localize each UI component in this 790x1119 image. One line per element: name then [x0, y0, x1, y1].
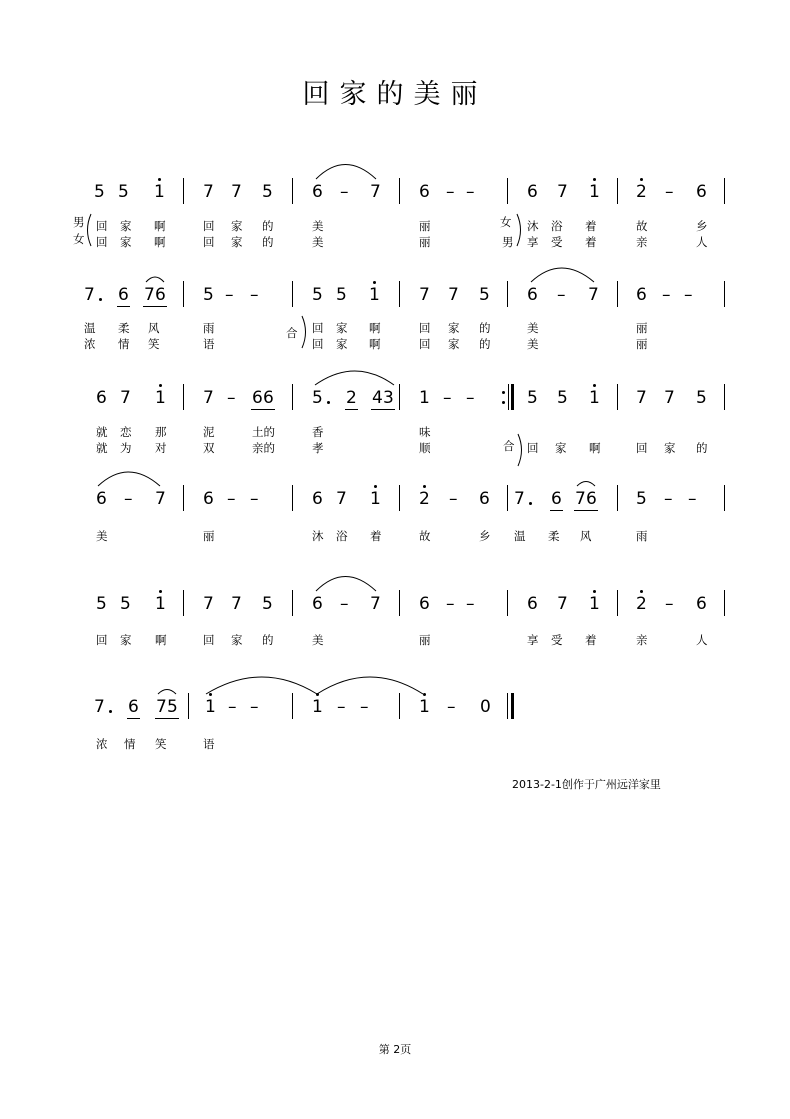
note: 7	[156, 697, 167, 717]
note: 6	[479, 489, 490, 509]
lyric: 丽	[419, 219, 431, 233]
voice-bracket	[302, 316, 306, 348]
lyric: 家	[231, 219, 243, 233]
note: 7	[155, 489, 166, 509]
note: 7	[636, 388, 647, 408]
note: 5	[312, 285, 323, 305]
lyric: 故	[419, 529, 431, 543]
note: 6	[636, 285, 647, 305]
note: 6	[419, 182, 430, 202]
lyric: 风	[580, 529, 592, 543]
note: 7	[514, 489, 525, 509]
lyric: 浓	[84, 337, 96, 351]
note: 1	[419, 697, 430, 717]
voice-bracket	[88, 214, 92, 246]
lyric: 美	[527, 337, 539, 351]
lyric: 温	[84, 321, 96, 335]
note: 6	[118, 285, 129, 305]
lyric: 情	[118, 337, 130, 351]
dash: –	[225, 285, 234, 305]
note: 7	[557, 182, 568, 202]
note: 5	[557, 388, 568, 408]
lyric: 笑	[155, 737, 167, 751]
dash: –	[228, 697, 237, 717]
note: 6	[203, 489, 214, 509]
lyric: 亲	[636, 633, 648, 647]
lyric: 沐	[527, 219, 539, 233]
lyric: 的	[262, 633, 274, 647]
dash: –	[447, 697, 456, 717]
lyric: 亲的	[252, 441, 275, 455]
dash: –	[684, 285, 693, 305]
dash: –	[449, 489, 458, 509]
lyric: 回	[203, 219, 215, 233]
note: 2	[636, 594, 647, 614]
lyric: 故	[636, 219, 648, 233]
lyric: 家	[120, 633, 132, 647]
lyric: 家	[231, 633, 243, 647]
lyric: 回	[203, 633, 215, 647]
voice-bracket	[517, 214, 521, 246]
role-label: 男	[73, 215, 85, 229]
note: 5	[120, 594, 131, 614]
dash: –	[446, 182, 455, 202]
lyric: 柔	[118, 321, 130, 335]
note: 7	[448, 285, 459, 305]
lyric: 家	[336, 337, 348, 351]
note: 6	[419, 594, 430, 614]
note: 1	[154, 182, 165, 202]
dash: –	[665, 182, 674, 202]
dash: –	[688, 489, 697, 509]
note: 1	[589, 594, 600, 614]
note: 5	[479, 285, 490, 305]
dash: –	[466, 182, 475, 202]
dash: –	[340, 182, 349, 202]
lyric: 家	[448, 321, 460, 335]
lyric: 受	[551, 633, 563, 647]
note: 7	[231, 182, 242, 202]
note: 7	[231, 594, 242, 614]
note: 7	[203, 594, 214, 614]
lyric: 顺	[419, 441, 431, 455]
lyric: 享	[527, 235, 539, 249]
lyric: 语	[203, 737, 215, 751]
lyric: 的	[479, 337, 491, 351]
dash: –	[337, 697, 346, 717]
lyric: 的	[262, 219, 274, 233]
tie	[206, 677, 317, 694]
dash: –	[340, 594, 349, 614]
note: 6	[312, 489, 323, 509]
dash: –	[360, 697, 369, 717]
lyric: 家	[120, 219, 132, 233]
role-label: 女	[73, 232, 85, 246]
slur	[316, 577, 376, 592]
lyric: 啊	[369, 337, 381, 351]
lyric: 受	[551, 235, 563, 249]
note: 7	[575, 489, 586, 509]
note: 5	[636, 489, 647, 509]
dash: –	[664, 489, 673, 509]
note: 1	[312, 697, 323, 717]
dash: –	[227, 388, 236, 408]
note: 7	[144, 285, 155, 305]
role-label: 女	[500, 215, 512, 229]
note: 5	[312, 388, 323, 408]
dash: –	[443, 388, 452, 408]
tie	[317, 677, 423, 694]
lyric: 对	[155, 441, 167, 455]
lyric: 的	[479, 321, 491, 335]
lyric: 回	[419, 337, 431, 351]
note: 5	[336, 285, 347, 305]
note: 6	[155, 285, 166, 305]
lyric: 回	[96, 219, 108, 233]
lyric: 亲	[636, 235, 648, 249]
lyric: 着	[585, 219, 597, 233]
note: 1	[419, 388, 430, 408]
lyric: 着	[585, 633, 597, 647]
dash: –	[250, 489, 259, 509]
lyric: 享	[527, 633, 539, 647]
lyric: 就	[96, 425, 108, 439]
lyric: 雨	[203, 321, 215, 335]
lyric: 回	[96, 633, 108, 647]
lyric: 啊	[369, 321, 381, 335]
lyric: 丽	[636, 337, 648, 351]
note: 5	[96, 594, 107, 614]
lyric: 乡	[479, 529, 491, 543]
note: 6	[96, 388, 107, 408]
lyric: 美	[312, 235, 324, 249]
role-label: 男	[502, 235, 514, 249]
lyric: 啊	[589, 441, 601, 455]
lyric: 家	[336, 321, 348, 335]
lyric: 的	[696, 441, 708, 455]
note: 0	[480, 697, 491, 717]
role-label: 合	[286, 326, 298, 340]
slur	[146, 277, 164, 282]
lyric: 回	[527, 441, 539, 455]
lyric: 语	[203, 337, 215, 351]
note: 7	[419, 285, 430, 305]
footer-note: 2013-2-1创作于广州远洋家里	[512, 778, 661, 791]
slur	[316, 165, 376, 180]
note: 6	[312, 594, 323, 614]
note: 6	[128, 697, 139, 717]
lyric: 乡	[696, 219, 708, 233]
lyric: 土的	[252, 425, 275, 439]
note: 5	[696, 388, 707, 408]
lyric: 家	[120, 235, 132, 249]
note: 1	[370, 489, 381, 509]
lyric: 雨	[636, 529, 648, 543]
lyric: 风	[148, 321, 160, 335]
lyric: 回	[636, 441, 648, 455]
note: 7	[664, 388, 675, 408]
lyric: 人	[696, 235, 708, 249]
dash: –	[250, 285, 259, 305]
lyric: 美	[312, 219, 324, 233]
note: 5	[94, 182, 105, 202]
lyric: 味	[419, 425, 431, 439]
dash: –	[662, 285, 671, 305]
lyric: 的	[262, 235, 274, 249]
note: 5	[167, 697, 178, 717]
lyric: 着	[370, 529, 382, 543]
note: 2	[419, 489, 430, 509]
lyric: 孝	[312, 441, 324, 455]
lyric: 啊	[154, 219, 166, 233]
note: 6	[696, 182, 707, 202]
lyric: 柔	[548, 529, 560, 543]
note: 1	[155, 594, 166, 614]
note: 1	[155, 388, 166, 408]
slur	[158, 690, 176, 695]
slur	[98, 472, 160, 486]
lyric: 恋	[120, 425, 132, 439]
lyric: 家	[448, 337, 460, 351]
note: 6	[96, 489, 107, 509]
lyric: 美	[96, 529, 108, 543]
lyric: 浴	[336, 529, 348, 543]
note: 1	[369, 285, 380, 305]
lyric: 笑	[148, 337, 160, 351]
slur	[531, 268, 594, 282]
dash: –	[124, 489, 133, 509]
note: 2	[636, 182, 647, 202]
lyric: 泥	[203, 425, 215, 439]
lyric: 回	[312, 337, 324, 351]
dash: –	[446, 594, 455, 614]
dash: –	[557, 285, 566, 305]
lyric: 回	[312, 321, 324, 335]
lyric: 丽	[636, 321, 648, 335]
note: 7	[94, 697, 105, 717]
note: 7	[84, 285, 95, 305]
note: 6	[527, 594, 538, 614]
lyric: 啊	[155, 633, 167, 647]
note: 6	[527, 182, 538, 202]
note: 6	[696, 594, 707, 614]
page-title: 回家的美丽	[302, 79, 488, 110]
dash: –	[665, 594, 674, 614]
lyric: 回	[203, 235, 215, 249]
note: 7	[588, 285, 599, 305]
note: 7	[203, 182, 214, 202]
lyric: 沐	[312, 529, 324, 543]
dash: –	[250, 697, 259, 717]
note: 5	[262, 594, 273, 614]
lyric: 丽	[203, 529, 215, 543]
lyric: 就	[96, 441, 108, 455]
note: 7	[120, 388, 131, 408]
lyric: 双	[203, 441, 215, 455]
lyric: 丽	[419, 633, 431, 647]
lyric: 温	[514, 529, 526, 543]
note: 5	[262, 182, 273, 202]
role-label: 合	[503, 439, 515, 453]
voice-bracket	[518, 434, 522, 466]
slur	[577, 482, 595, 487]
lyric: 啊	[154, 235, 166, 249]
lyric: 浓	[96, 737, 108, 751]
dash: –	[227, 489, 236, 509]
lyric: 情	[124, 737, 136, 751]
dash: –	[466, 388, 475, 408]
note: 6	[312, 182, 323, 202]
note: 5	[527, 388, 538, 408]
lyric: 为	[120, 441, 132, 455]
lyric: 美	[527, 321, 539, 335]
note: 1	[205, 697, 216, 717]
lyric: 浴	[551, 219, 563, 233]
note: 1	[589, 388, 600, 408]
note: 7	[370, 182, 381, 202]
lyric: 着	[585, 235, 597, 249]
note: 6	[586, 489, 597, 509]
note: 3	[383, 388, 394, 408]
lyric: 那	[155, 425, 167, 439]
note: 6	[527, 285, 538, 305]
page-number: 第 2页	[378, 1043, 412, 1056]
note: 2	[346, 388, 357, 408]
lyric: 回	[419, 321, 431, 335]
note: 7	[370, 594, 381, 614]
lyric: 家	[555, 441, 567, 455]
note: 7	[336, 489, 347, 509]
note: 5	[203, 285, 214, 305]
note: 6	[551, 489, 562, 509]
note: 5	[118, 182, 129, 202]
note: 7	[557, 594, 568, 614]
slur	[315, 371, 394, 385]
note: 1	[589, 182, 600, 202]
note: 7	[203, 388, 214, 408]
lyric: 香	[312, 425, 324, 439]
lyric: 美	[312, 633, 324, 647]
lyric: 人	[696, 633, 708, 647]
note: 6	[252, 388, 263, 408]
note: 6	[263, 388, 274, 408]
dash: –	[466, 594, 475, 614]
note: 4	[372, 388, 383, 408]
lyric: 丽	[419, 235, 431, 249]
lyric: 家	[664, 441, 676, 455]
lyric: 回	[96, 235, 108, 249]
lyric: 家	[231, 235, 243, 249]
